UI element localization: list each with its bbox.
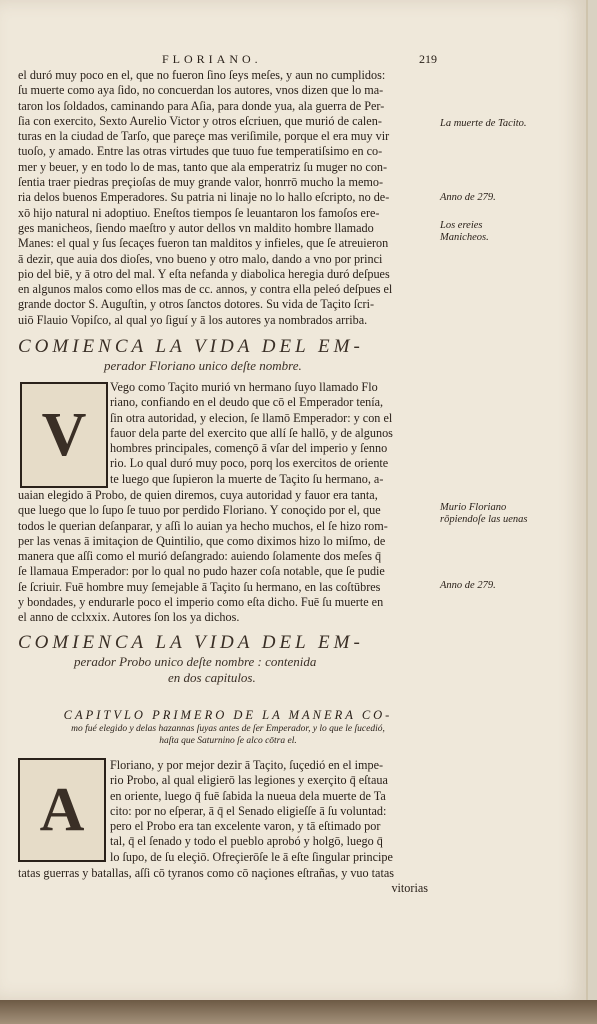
paragraph-floriano	[110, 380, 436, 487]
section-heading-probo	[18, 632, 438, 686]
initial-letter: V	[41, 401, 87, 469]
text-line: per las venas ā imitaçion de Quintilio, que como diximos hizo lo miſmo, de	[18, 533, 386, 548]
text-line: manera que aſſi como el murió deſangrado: auiendo ſolamente dos meſes q̄	[18, 549, 382, 564]
text-line: mer y beuer, y en todo lo de mas, tanto que ala emperatriz ſu muger no con-	[18, 159, 388, 174]
text-line: tatas guerras y batallas, aſſi cō tyranos como cō naçiones eſtrañas, y vuo tatas	[18, 866, 394, 880]
text-line: ſentia traer piedras preçioſas de muy grande valor, honrrō mucho la memo-	[18, 175, 383, 190]
margin-note: Los ereies Manicheos.	[440, 220, 489, 243]
heading-subtitle: perador Probo unico deſte nombre : contenida	[74, 654, 317, 669]
initial-letter: A	[39, 776, 85, 844]
text-line: hombres principales, començō ā vſar del imperio y ſenno	[110, 441, 388, 456]
page-header	[0, 52, 586, 68]
margin-note: Anno de 279.	[440, 192, 496, 203]
text-line: turas en la ciudad de Tarſo, que pareçe mas veriſimile, porque el era muy vir	[18, 129, 390, 144]
text-line: vitorias	[391, 881, 428, 896]
text-line: uiō Flauio Vopiſco, al qual yo ſiguí y ā los autores ya nombrados arriba.	[18, 312, 368, 327]
text-line: xō hijo natural ni adoptiuo. Eneſtos tiempos ſe leuantaron los famoſos ere-	[18, 205, 380, 220]
margin-note: Anno de 279.	[440, 580, 496, 591]
text-line: pero el Probo era tan excelente varon, y tā eſtimado por	[110, 819, 381, 834]
paragraph-probo-cont	[18, 866, 436, 897]
chapter-summary: mo fué elegido y delas hazannas ſuyas antes de ſer Emperador, y lo que le ſucedió,	[71, 724, 385, 734]
text-line: ſin otra autoridad, y elecion, ſe llamō Emperador: y con el	[110, 410, 393, 425]
text-line: en algunos malos como ellos mas de cc. annos, y contra ella peleó deſpues el	[18, 282, 393, 297]
text-line: tuoſo, y amado. Entre las otras virtudes que tuuo fue temperatiſsimo en co-	[18, 144, 383, 159]
text-line: el duró muy poco en el, que no fueron ſino ſeys meſes, y aun no cumplidos:	[18, 68, 386, 82]
margin-note: Murio Floriano rōpiendoſe las uenas	[440, 502, 528, 525]
text-line: Vego como Taçito murió vn hermano ſuyo llamado Flo	[110, 380, 378, 394]
chapter-title	[18, 708, 438, 747]
paragraph-floriano-cont	[18, 488, 436, 626]
text-line: pio del biē, y ā otro del mal. Y eſta nefanda y diabolica heregia duró deſpues	[18, 266, 390, 281]
text-line: ſe llamaua Emperador: por lo qual no pudo hazer coſa notable, que ſe pudie	[18, 564, 385, 579]
chapter-summary: haſta que Saturnino ſe alco cōtra el.	[159, 736, 297, 746]
paragraph-probo	[110, 758, 436, 865]
heading-subtitle-2: en dos capitulos.	[168, 670, 256, 685]
text-line: fauor dela parte del exercito que allí ſe hallō, y de algunos	[110, 425, 393, 440]
text-line: ā dezir, que auia dos dioſes, vno bueno y otro malo, dando a vno por princi	[18, 251, 383, 266]
text-line: taron los ſoldados, caminando para Aſia, para donde yua, ala guerra de Per-	[18, 98, 385, 113]
text-line: ſe ſcriuir. Fuē hombre muy ſemejable ā Taçito ſu hermano, en las coſtūbres	[18, 579, 381, 594]
text-line: que luego que lo ſupo ſe tuuo por perdido Floriano. Y conoçido por el, que	[18, 503, 381, 518]
decorated-initial	[20, 382, 108, 488]
text-line: cito: por no eſperar, ā q̄ el Senado eligieſſe ā ſu voluntad:	[110, 803, 387, 818]
text-line: te luego que ſupieron la muerte de Taçito ſu hermano, a-	[110, 471, 384, 486]
folio-number: 219	[419, 52, 437, 66]
text-line: ges manicheos, ſiendo maeſtro y autor dellos vn maldito hombre llamado	[18, 220, 374, 235]
text-line: el anno de cclxxix. Autores ſon los ya dichos.	[18, 610, 240, 625]
margin-note: La muerte de Tacito.	[440, 118, 527, 129]
text-line: grande doctor S. Auguſtin, y otros ſanctos dotores. Su vida de Taçito ſcri-	[18, 297, 375, 312]
text-line: y bondades, y endurarle poco el imperio como eſta dicho. Fuē ſu muerte en	[18, 595, 384, 610]
text-line: Floriano, y por mejor dezir ā Taçito, ſuçedió en el impe-	[110, 758, 384, 772]
text-line: tal, q̄ el ſenado y todo el pueblo aprobó y holgō, luego q̄	[110, 834, 383, 849]
text-line: rio Probo, al qual eligierō las legiones y exerçito q̄ eſtaua	[110, 773, 388, 788]
text-line: Manes: el qual y ſus ſecaçes fueron tan malditos y infieles, que ſe atreuieron	[18, 236, 389, 251]
section-heading-floriano	[18, 336, 438, 374]
text-line: rio. Lo qual duró muy poco, porq los exercitos de oriente	[110, 456, 389, 471]
text-line: lo ſupo, de ſu eleçiō. Ofreçierōſe le ā eſte ſingular principe	[110, 849, 393, 864]
text-line: uaian elegido ā Probo, de quien diremos, cuya autoridad y fauor era tanta,	[18, 488, 378, 502]
paragraph-tacito-end	[18, 68, 436, 328]
text-line: en oriente, luego q̄ fuē ſabida la nueua dela muerte de Ta	[110, 788, 386, 803]
text-line: riano, confiando en el deudo que cō el Emperador tenía,	[110, 395, 384, 410]
heading-subtitle: perador Floriano unico deſte nombre.	[104, 358, 302, 373]
text-line: ſia con exercito, Sexto Aurelio Victor y otros eſcriuen, que murió de calen-	[18, 113, 382, 128]
heading-title: COMIENCA LA VIDA DEL EM-	[18, 632, 364, 653]
running-head: FLORIANO.	[162, 52, 262, 66]
heading-title: COMIENCA LA VIDA DEL EM-	[18, 336, 364, 357]
page-edge	[0, 1000, 597, 1024]
chapter-heading: CAPITVLO PRIMERO DE LA MANERA CO-	[63, 708, 393, 722]
text-line: ſu muerte como aya ſido, no concuerdan los autores, vnos dizen que lo ma-	[18, 83, 384, 98]
text-line: ria delos buenos Emperadores. Su patria ni linaje no lo hallo eſcripto, no de-	[18, 190, 390, 205]
text-line: todos le querian deſanparar, y aſſi lo auian ya hecho muchos, el ſe hizo rom-	[18, 518, 388, 533]
decorated-initial	[18, 758, 106, 862]
